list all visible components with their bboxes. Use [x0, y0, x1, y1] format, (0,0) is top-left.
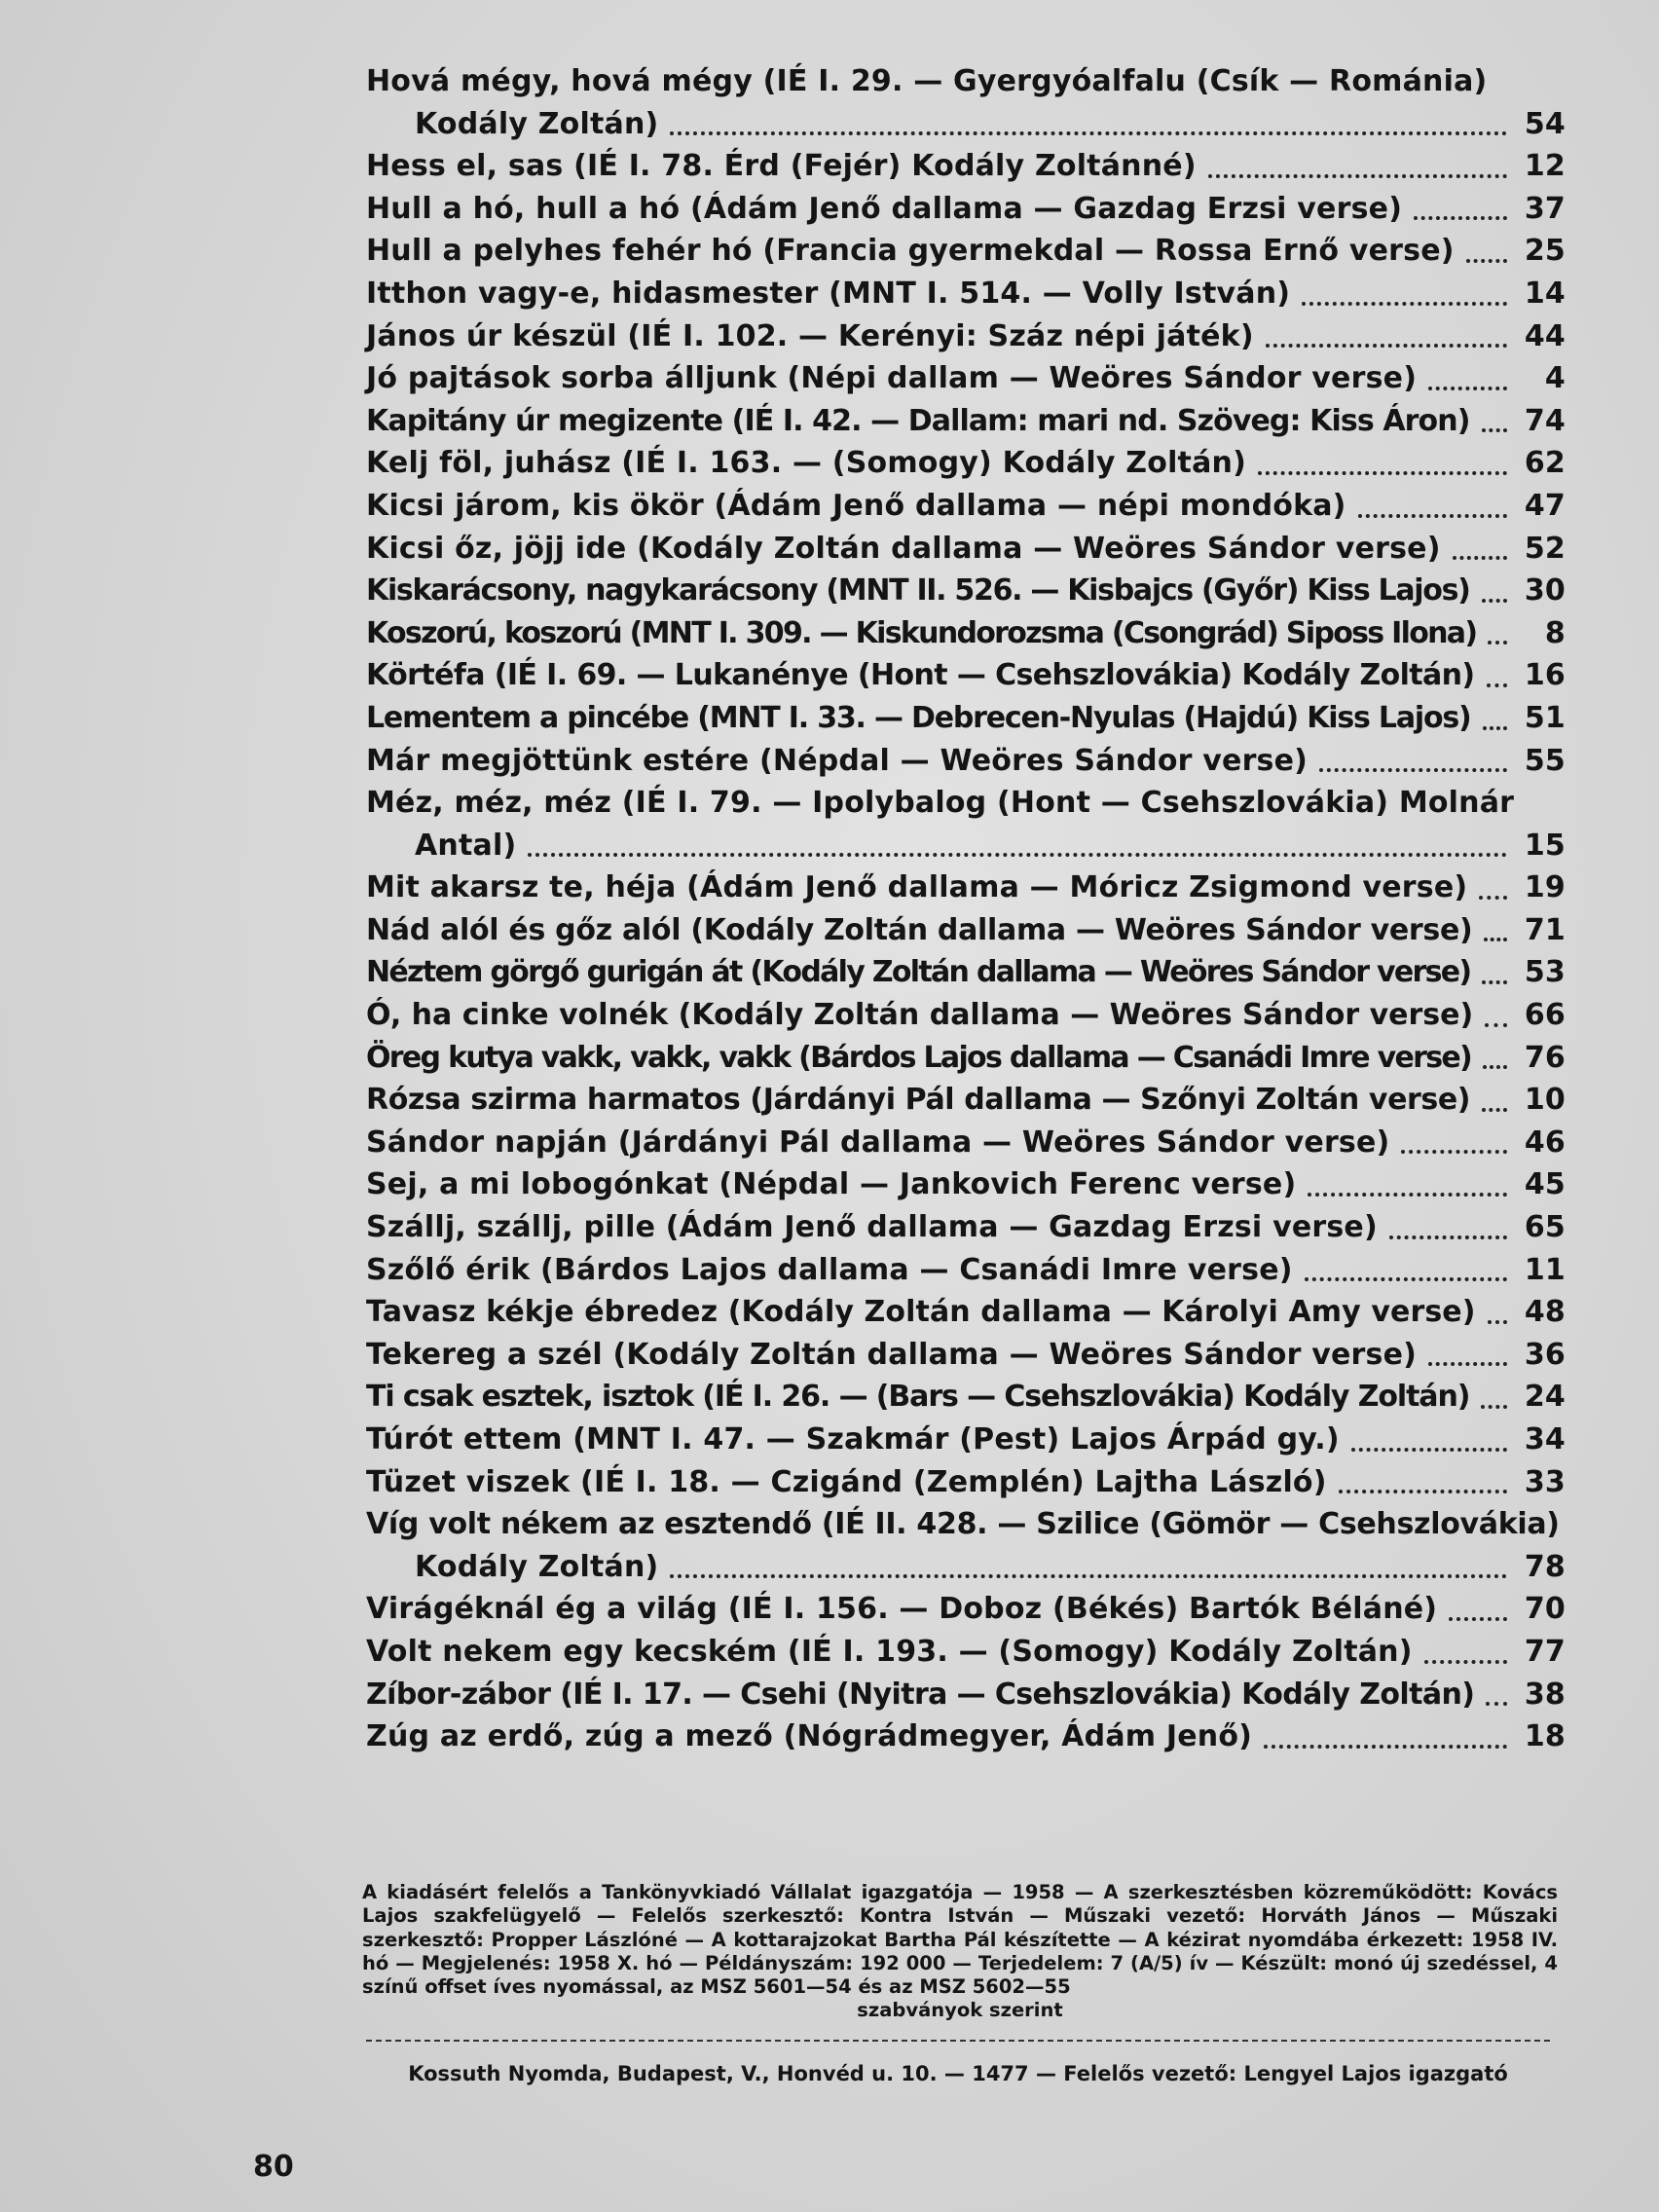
toc-entry-title: Rózsa szirma harmatos (Járdányi Pál dallama — Szőnyi Zoltán verse): [366, 1083, 1471, 1118]
toc-entry: [366, 570, 1566, 612]
dot-leader: [1483, 1065, 1507, 1069]
toc-entry-title-line2: Kodály Zoltán): [415, 106, 659, 141]
toc-entry: [366, 273, 1566, 315]
toc-entry-page: 51: [1524, 700, 1566, 735]
dot-leader: [1208, 174, 1507, 178]
imprint-text: A kiadásért felelős a Tankönyvkiadó Vállalat igazgatója — 1958 — A szerkesztésben közreműködött: Kovács Lajos szakfelügyelő — Felelős szerkesztő: Kontra István — Műszaki vezető: Horváth János — Műszaki szerkesztő: Propper Lászlóné — A kottarajzokat Bartha Pál készítette — A kézirat nyomdába érkezett: 1958 IV. hó — Megjelenés: 1958 X. hó — Példányszám: 192 000 — Terjedelem: 7 (A/5) ív — Készült: monó új szedéssel, 4 színű offset íves nyomással, az MSZ 5601—54 és az MSZ 5602—55: [362, 1881, 1558, 1999]
toc-entry: [366, 612, 1566, 655]
toc-entry: [366, 60, 1566, 145]
toc-entry: [366, 1037, 1566, 1080]
imprint-last-line: szabványok szerint: [857, 1999, 1063, 2022]
toc-entry: [366, 909, 1566, 952]
dot-leader: [1358, 514, 1507, 518]
toc-entry-title: Jó pajtások sorba álljunk (Népi dallam — Weöres Sándor verse): [366, 361, 1418, 396]
toc-entry-page: 65: [1524, 1210, 1566, 1245]
toc-entry: [366, 1419, 1566, 1461]
dot-leader: [1449, 1617, 1507, 1621]
dot-leader: [1414, 216, 1507, 220]
dot-leader: [1302, 302, 1507, 306]
toc-entry-title: Néztem görgő gurigán át (Kodály Zoltán dallama — Weöres Sándor verse): [366, 955, 1471, 990]
toc-entry-page: 16: [1524, 658, 1566, 693]
dot-leader: [1428, 1362, 1507, 1366]
toc-entry: [366, 442, 1566, 485]
printer-line: Kossuth Nyomda, Budapest, V., Honvéd u. 10. — 1477 — Felelős vezető: Lengyel Lajos igazgató: [408, 2062, 1508, 2085]
dot-leader: [1482, 599, 1507, 603]
toc-entry-page: 52: [1524, 531, 1566, 566]
toc-entry-page: 78: [1524, 1549, 1566, 1584]
toc-entry: [366, 1079, 1566, 1122]
toc-entry-title: Kicsi járom, kis ökör (Ádám Jenő dallama — népi mondóka): [366, 488, 1346, 523]
toc-entry-page: 37: [1524, 191, 1566, 226]
toc-entry-title: Itthon vagy-e, hidasmester (MNT I. 514. — Volly István): [366, 276, 1291, 311]
dot-leader: [1424, 1660, 1507, 1664]
toc-entry: [366, 1122, 1566, 1164]
dot-leader: [1305, 1277, 1507, 1281]
toc-entry-page: 62: [1524, 446, 1566, 481]
toc-entry-title: Ti csak esztek, isztok (IÉ I. 26. — (Bars — Csehszlovákia) Kodály Zoltán): [366, 1380, 1470, 1415]
toc-entry-page: 33: [1524, 1464, 1566, 1499]
toc-entry-title: Kapitány úr megizente (IÉ I. 42. — Dallam: mari nd. Szöveg: Kiss Áron): [366, 403, 1470, 438]
toc-entry-page: 74: [1524, 403, 1566, 438]
toc-entry: [366, 400, 1566, 443]
toc-entry-title: Szállj, szállj, pille (Ádám Jenő dallama — Gazdag Erzsi verse): [366, 1210, 1378, 1245]
dot-leader: [1401, 1150, 1507, 1154]
toc-entry: [366, 654, 1566, 697]
dot-leader: [1264, 1745, 1507, 1749]
toc-entry-title-line1: Víg volt nékem az esztendő (IÉ II. 428. — Szilice (Gömör — Csehszlovákia): [366, 1507, 1560, 1542]
toc-entry-title: Kelj föl, juhász (IÉ I. 163. — (Somogy) Kodály Zoltán): [366, 446, 1247, 481]
toc-entry-page: 44: [1524, 318, 1566, 353]
toc-entry: [366, 1674, 1566, 1716]
toc-entry-page: 19: [1524, 870, 1566, 905]
toc-entry-page: 46: [1524, 1124, 1566, 1160]
toc-entry-title: Lementem a pincébe (MNT I. 33. — Debrecen-Nyulas (Hajdú) Kiss Lajos): [366, 700, 1471, 735]
toc-entry-title: Túrót ettem (MNT I. 47. — Szakmár (Pest) Lajos Árpád gy.): [366, 1422, 1340, 1456]
table-of-contents: [366, 60, 1566, 1758]
toc-entry-page: 48: [1524, 1295, 1566, 1330]
dot-leader: [1466, 259, 1507, 263]
toc-entry-page: 54: [1524, 106, 1566, 141]
page-number: 80: [253, 2150, 294, 2184]
dot-leader: [1482, 1108, 1507, 1112]
toc-entry: [366, 145, 1566, 188]
dot-leader: [1486, 1702, 1507, 1706]
toc-entry: [366, 357, 1566, 400]
toc-entry-title: Szőlő érik (Bárdos Lajos dallama — Csanádi Imre verse): [366, 1252, 1293, 1287]
toc-entry: [366, 230, 1566, 273]
toc-entry-page: 45: [1524, 1167, 1566, 1202]
toc-entry-page: 53: [1524, 955, 1566, 990]
toc-entry-page: 71: [1524, 912, 1566, 947]
dot-leader: [1481, 1405, 1507, 1409]
dot-leader: [1484, 938, 1507, 941]
toc-entry: [366, 866, 1566, 909]
toc-entry-title: Virágéknál ég a világ (IÉ I. 156. — Doboz (Békés) Bartók Béláné): [366, 1592, 1438, 1627]
dot-leader: [1428, 387, 1507, 390]
toc-entry-title: Zúg az erdő, zúg a mező (Nógrádmegyer, Ádám Jenő): [366, 1719, 1253, 1754]
toc-entry: [366, 1461, 1566, 1504]
toc-entry-title: Tavasz kékje ébredez (Kodály Zoltán dallama — Károlyi Amy verse): [366, 1295, 1476, 1330]
toc-entry-page: 11: [1524, 1252, 1566, 1287]
toc-entry: [366, 1503, 1566, 1588]
toc-entry: [366, 188, 1566, 231]
toc-entry-page: 14: [1524, 276, 1566, 311]
toc-entry-page: 76: [1524, 1040, 1566, 1075]
toc-entry-title: Mit akarsz te, héja (Ádám Jenő dallama — Móricz Zsigmond verse): [366, 870, 1468, 905]
toc-entry-page: 4: [1544, 361, 1566, 396]
dot-leader: [1266, 344, 1507, 348]
toc-entry-title-line2: Kodály Zoltán): [415, 1549, 659, 1584]
toc-entry-page: 66: [1524, 998, 1566, 1033]
dot-leader: [1485, 1023, 1507, 1027]
toc-entry-page: 34: [1524, 1422, 1566, 1456]
dot-leader: [1308, 1193, 1507, 1197]
toc-entry-page: 30: [1524, 573, 1566, 608]
dot-leader: [1453, 556, 1507, 560]
toc-entry-title: Kicsi őz, jöjj ide (Kodály Zoltán dallama — Weöres Sándor verse): [366, 531, 1441, 566]
toc-entry-page: 36: [1524, 1337, 1566, 1372]
toc-entry-title-line2: Antal): [415, 828, 517, 863]
toc-entry-page: 70: [1524, 1592, 1566, 1627]
toc-entry-page: 10: [1524, 1083, 1566, 1118]
toc-entry: [366, 528, 1566, 571]
toc-entry-page: 47: [1524, 488, 1566, 523]
imprint-block: [362, 1881, 1558, 2023]
toc-entry-title: Tüzet viszek (IÉ I. 18. — Czigánd (Zemplén) Lajtha László): [366, 1464, 1327, 1499]
toc-entry: [366, 315, 1566, 358]
toc-entry-title: Koszorú, koszorú (MNT I. 309. — Kiskundorozsma (Csongrád) Siposs Ilona): [366, 615, 1477, 650]
toc-entry: [366, 485, 1566, 528]
dot-leader: [1319, 768, 1507, 772]
toc-entry: [366, 697, 1566, 740]
toc-entry: [366, 782, 1566, 866]
toc-entry-page: 24: [1524, 1380, 1566, 1415]
dot-leader: [1482, 980, 1507, 984]
toc-entry-title-line1: Méz, méz, méz (IÉ I. 79. — Ipolybalog (Hont — Csehszlovákia) Molnár: [366, 786, 1515, 821]
toc-entry-title: Hull a hó, hull a hó (Ádám Jenő dallama — Gazdag Erzsi verse): [366, 191, 1403, 226]
toc-entry: [366, 1376, 1566, 1419]
toc-entry-page: 55: [1524, 743, 1566, 778]
dot-leader: [1389, 1235, 1507, 1239]
toc-entry: [366, 1588, 1566, 1631]
dot-leader: [1482, 428, 1507, 432]
dot-leader: [1351, 1448, 1507, 1452]
toc-entry: [366, 740, 1566, 783]
toc-entry-page: 25: [1524, 234, 1566, 269]
dot-leader: [1258, 471, 1507, 475]
toc-entry: [366, 1249, 1566, 1292]
dot-leader: [670, 131, 1507, 135]
toc-entry-title: Sándor napján (Járdányi Pál dallama — Weöres Sándor verse): [366, 1124, 1390, 1160]
toc-entry: [366, 1291, 1566, 1334]
toc-entry-title: Tekereg a szél (Kodály Zoltán dallama — Weöres Sándor verse): [366, 1337, 1418, 1372]
toc-entry-title: Hess el, sas (IÉ I. 78. Érd (Fejér) Kodály Zoltánné): [366, 149, 1197, 184]
toc-entry-title: Volt nekem egy kecském (IÉ I. 193. — (Somogy) Kodály Zoltán): [366, 1634, 1413, 1669]
toc-entry-title: Hull a pelyhes fehér hó (Francia gyermekdal — Rossa Ernő verse): [366, 234, 1455, 269]
toc-entry-title: Nád alól és gőz alól (Kodály Zoltán dallama — Weöres Sándor verse): [366, 912, 1473, 947]
toc-entry-page: 8: [1544, 615, 1566, 650]
toc-entry-page: 12: [1524, 149, 1566, 184]
toc-entry-page: 77: [1524, 1634, 1566, 1669]
toc-entry-title: Öreg kutya vakk, vakk, vakk (Bárdos Lajos dallama — Csanádi Imre verse): [366, 1040, 1472, 1075]
dot-leader: [1488, 641, 1507, 645]
dot-leader: [1479, 896, 1507, 900]
toc-entry-title: Körtéfa (IÉ I. 69. — Lukanénye (Hont — Csehszlovákia) Kodály Zoltán): [366, 658, 1475, 693]
divider-rule: [366, 2040, 1550, 2042]
toc-entry: [366, 1631, 1566, 1674]
toc-entry-title: János úr készül (IÉ I. 102. — Kerényi: Száz népi játék): [366, 318, 1254, 353]
toc-entry-page: 38: [1524, 1677, 1566, 1712]
dot-leader: [1483, 726, 1507, 730]
toc-entry: [366, 1206, 1566, 1249]
toc-entry-title: Már megjöttünk estére (Népdal — Weöres Sándor verse): [366, 743, 1309, 778]
toc-entry: [366, 994, 1566, 1037]
toc-entry-title: Ó, ha cinke volnék (Kodály Zoltán dallama — Weöres Sándor verse): [366, 998, 1474, 1033]
dot-leader: [1487, 683, 1507, 687]
toc-entry: [366, 951, 1566, 994]
dot-leader: [670, 1574, 1507, 1578]
toc-entry-title-line1: Hová mégy, hová mégy (IÉ I. 29. — Gyergyóalfalu (Csík — Románia): [366, 64, 1488, 98]
dot-leader: [1339, 1490, 1507, 1493]
toc-entry-title: Zíbor-zábor (IÉ I. 17. — Csehi (Nyitra — Csehszlovákia) Kodály Zoltán): [366, 1677, 1475, 1712]
toc-entry: [366, 1163, 1566, 1206]
toc-entry-title: Kiskarácsony, nagykarácsony (MNT II. 526. — Kisbajcs (Győr) Kiss Lajos): [366, 573, 1470, 608]
toc-entry: [366, 1334, 1566, 1377]
dot-leader: [528, 853, 1507, 857]
dot-leader: [1488, 1320, 1507, 1324]
toc-entry-page: 15: [1524, 828, 1566, 863]
toc-entry-title: Sej, a mi lobogónkat (Népdal — Jankovich Ferenc verse): [366, 1167, 1297, 1202]
toc-entry-page: 18: [1524, 1719, 1566, 1754]
toc-entry: [366, 1715, 1566, 1758]
